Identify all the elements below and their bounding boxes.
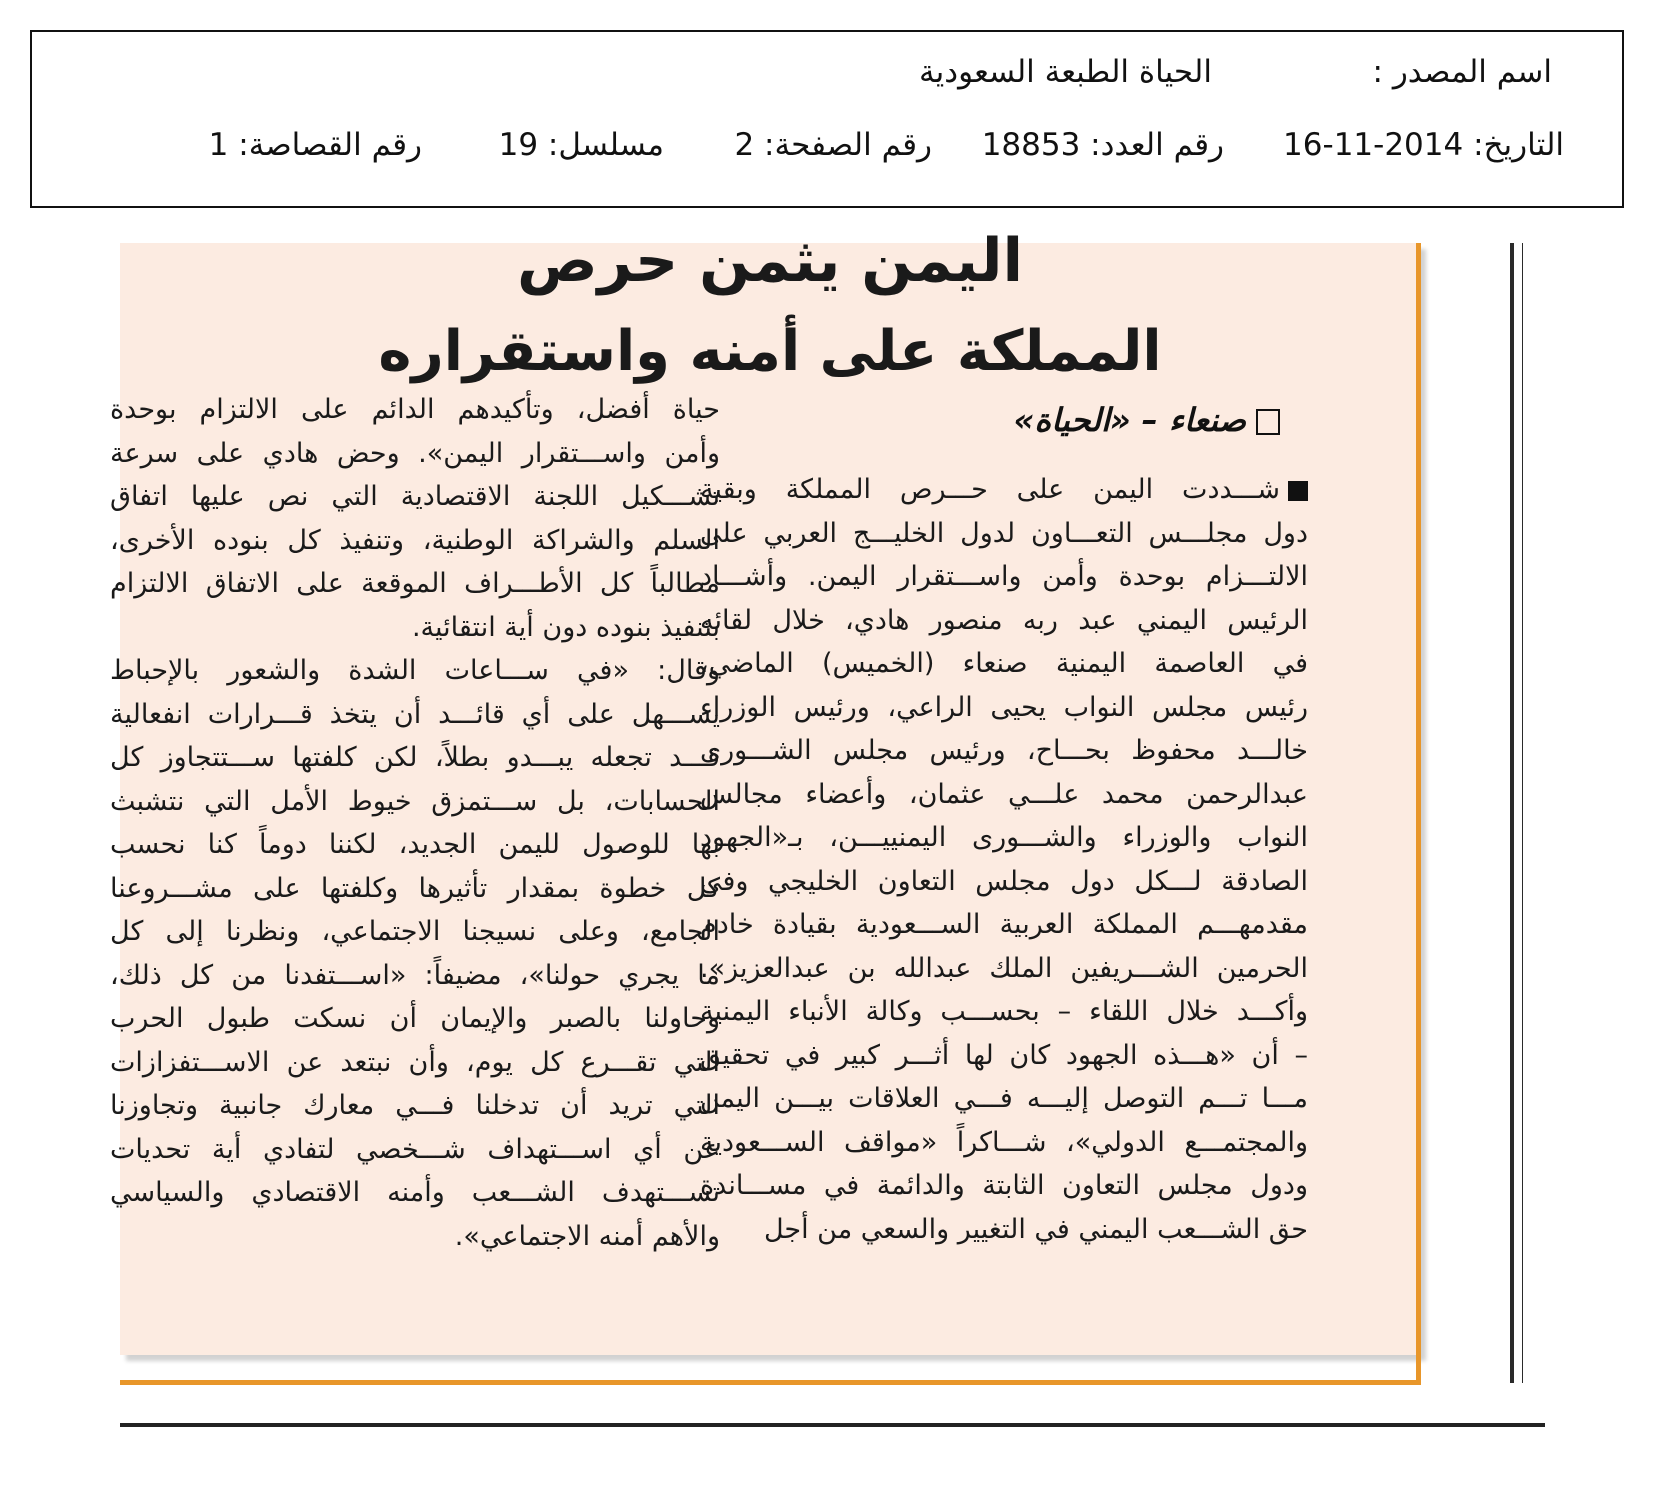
article-line [110, 562, 720, 606]
article-line [700, 947, 1308, 991]
article-line-text: التي تقـــرع كل يوم، وأن نبتعد عن الاســـتفزازات [110, 1046, 720, 1078]
article-line [700, 903, 1308, 947]
bullet-square-icon [1288, 481, 1308, 501]
article-line [700, 860, 1308, 904]
article-line [110, 823, 720, 867]
article-line-text: – أن «هـــذه الجهود كان لها أثـــر كبير في تحقيق [700, 1039, 1308, 1071]
article-line [110, 606, 720, 650]
article-line-text: كل خطوة بمقدار تأثيرها وكلفتها على مشـــروعنا [110, 872, 720, 904]
orange-frame-bottom [120, 1380, 1421, 1385]
article-line [700, 990, 1308, 1034]
article-line-text: والأهم أمنه الاجتماعي». [454, 1220, 720, 1252]
bottom-rule [120, 1423, 1545, 1427]
article-line-text: قـــد تجعله يبـــدو بطلاً، لكن كلفتها ســـتتجاوز كل [110, 742, 720, 773]
article-line-text: عبدالرحمن محمد علـــي عثمان، وأعضاء مجالس [700, 778, 1308, 810]
article-line [700, 512, 1308, 556]
article-line-text: والمجتمـــع الدولي»، شـــاكراً «مواقف الســـعودية [700, 1126, 1308, 1158]
article-line-text: شـــددت اليمن على حـــرص المملكة وبقية [700, 474, 1280, 505]
article-line-text: مطالباً كل الأطـــراف الموقعة على الاتفاق الالتزام [110, 568, 720, 599]
article-line [700, 773, 1308, 817]
article-line-text: ودول مجلس التعاون الثابتة والدائمة في مســـاندة [700, 1170, 1308, 1201]
date-field: التاريخ: 2014-11-16 [1283, 127, 1564, 163]
article-line [110, 1084, 720, 1128]
article-line [110, 736, 720, 780]
article-column-right [700, 468, 1308, 1251]
article-column-left [110, 388, 720, 1258]
article-line [700, 816, 1308, 860]
article-line [110, 649, 720, 693]
byline-box-icon [1256, 409, 1280, 435]
article-line [700, 1121, 1308, 1165]
article-line [700, 599, 1308, 643]
article-line [700, 642, 1308, 686]
article-line-text: رئيس مجلس النواب يحيى الراعي، ورئيس الوزراء [700, 691, 1308, 723]
article-line-text: وقال: «في ســـاعات الشدة والشعور بالإحباط [110, 655, 720, 686]
article-line [700, 1077, 1308, 1121]
article-line-text: خالـــد محفوظ بحـــاح، ورئيس مجلس الشـــورى [700, 735, 1308, 766]
article-line [110, 954, 720, 998]
article-line-text: الصادقة لـــكل دول مجلس التعاون الخليجي وفي [700, 865, 1308, 897]
article-line [110, 1215, 720, 1259]
byline-text: صنعاء – «الحياة» [1013, 401, 1246, 439]
article-line [110, 1128, 720, 1172]
article-line-text: التي تريد أن تدخلنا فـــي معارك جانبية وتجاوزنا [110, 1090, 720, 1121]
article-line-text: عن أي اســـتهداف شـــخصي لتفادي أية تحديات [110, 1133, 720, 1165]
article-line [700, 555, 1308, 599]
article-line-text: وحاولنا بالصبر والإيمان أن نسكت طبول الحرب [110, 1003, 720, 1034]
article-line-text: الحسابات، بل ســـتمزق خيوط الأمل التي نتشبث [110, 785, 720, 817]
newspaper-clipping [110, 226, 1426, 1363]
article-line [110, 1171, 720, 1215]
byline [1014, 401, 1280, 439]
article-line-text: حياة أفضل، وتأكيدهم الدائم على الالتزام بوحدة [110, 394, 720, 425]
article-line [700, 686, 1308, 730]
article-line-text: مـــا تـــم التوصل إليـــه فـــي العلاقات بيـــن اليمن [700, 1083, 1308, 1114]
article-line [110, 780, 720, 824]
article-line [110, 475, 720, 519]
orange-frame-right [1416, 243, 1421, 1385]
article-line-text: السلم والشراكة الوطنية، وتنفيذ كل بنوده الأخرى، [110, 524, 720, 556]
source-value: الحياة الطبعة السعودية [919, 54, 1212, 90]
headline-line-2: المملكة على أمنه واستقراره [378, 319, 1162, 384]
clip-number-field: رقم القصاصة: 1 [208, 127, 422, 163]
article-line [700, 1164, 1308, 1208]
article-line-text: ما يجري حولنا»، مضيفاً: «اســـتفدنا من كل ذلك، [110, 959, 720, 991]
article-line-text: وأمن واســـتقرار اليمن». وحض هادي على سرعة [110, 437, 720, 469]
article-line [110, 997, 720, 1041]
column-divider-thin [1522, 243, 1523, 1383]
article-line [110, 388, 720, 432]
clipping-paper [110, 226, 1420, 1355]
article-line-text: يســـهل على أي قائـــد أن يتخذ قـــرارات انفعالية [110, 698, 720, 730]
article-line [110, 693, 720, 737]
headline-line-1: اليمن يثمن حرص [516, 226, 1024, 296]
article-line [700, 729, 1308, 773]
article-line [110, 432, 720, 476]
article-line [110, 1041, 720, 1085]
column-divider-thick [1510, 243, 1514, 1383]
article-line-text: دول مجلـــس التعـــاون لدول الخليـــج العربي على [700, 517, 1308, 549]
serial-field: مسلسل: 19 [498, 127, 664, 163]
article-line [110, 910, 720, 954]
article-line [700, 1208, 1308, 1252]
article-line-text: في العاصمة اليمنية صنعاء (الخميس) الماضي، [700, 648, 1308, 679]
article-line-text: تشـــكيل اللجنة الاقتصادية التي نص عليها اتفاق [110, 481, 720, 512]
article-line-text: تســـتهدف الشـــعب وأمنه الاقتصادي والسياسي [110, 1177, 720, 1208]
article-line-text: بها للوصول لليمن الجديد، لكننا دوماً كنا نحسب [110, 829, 720, 860]
article-line [110, 867, 720, 911]
article-line-text: الرئيس اليمني عبد ربه منصور هادي، خلال لقائه [700, 604, 1308, 636]
article-line-text: بتنفيذ بنوده دون أية انتقائية. [411, 611, 720, 643]
issue-number-field: رقم العدد: 18853 [981, 127, 1224, 163]
article-line-text: حق الشـــعب اليمني في التغيير والسعي من أجل [763, 1213, 1308, 1245]
article-line-text: مقدمهـــم المملكة العربية الســـعودية بقيادة خادم [700, 909, 1308, 940]
source-label: اسم المصدر : [1372, 54, 1552, 90]
article-line-text: الجامع، وعلى نسيجنا الاجتماعي، ونظرنا إلى كل [110, 916, 720, 947]
article-line-text: النواب والوزراء والشـــورى اليمنييـــن، بـ«الجهود [700, 822, 1308, 853]
article-line-text: الالتـــزام بوحدة وأمن واســـتقرار اليمن. وأشـــاد [700, 561, 1308, 592]
article-line-text: الحرمين الشـــريفين الملك عبدالله بن عبدالعزيز». [700, 952, 1308, 984]
article-line [700, 1034, 1308, 1078]
article-line [700, 468, 1308, 512]
article-line-text: وأكـــد خلال اللقاء – بحســـب وكالة الأنباء اليمنية [700, 996, 1308, 1027]
article-line [110, 519, 720, 563]
page-number-field: رقم الصفحة: 2 [734, 127, 932, 163]
source-info-box [30, 30, 1624, 208]
